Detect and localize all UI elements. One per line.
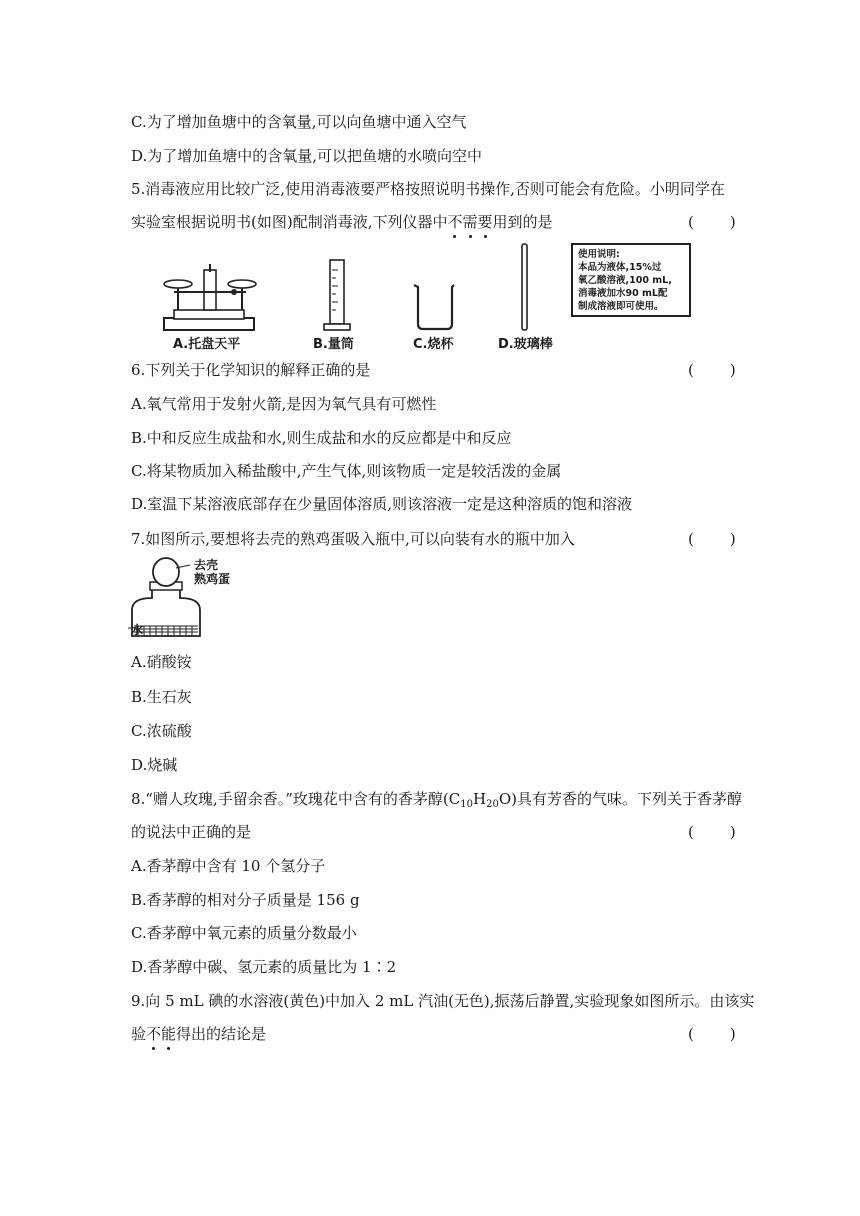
- q8-option-c: C.香茅醇中氧元素的质量分数最小: [131, 924, 357, 942]
- q5-stem-line2-pre: 实验室根据说明书(如图)配制消毒液,下列仪器中: [131, 213, 448, 231]
- emphasis-char: 需: [462, 213, 478, 231]
- emphasis-char: 不: [146, 1025, 162, 1043]
- q8-stem-pre: 8.“赠人玫瑰,手留余香。”玫瑰花中含有的香茅醇(C: [131, 790, 461, 808]
- q6-option-b: B.中和反应生成盐和水,则生成盐和水的反应都是中和反应: [131, 429, 512, 447]
- notice-line: 制成溶液即可使用。: [578, 301, 664, 312]
- q8-option-d: D.香茅醇中碳、氢元素的质量比为 1∶2: [131, 958, 397, 976]
- balance-scale-figure: [160, 262, 260, 334]
- q8-option-a: A.香茅醇中含有 10 个氢分子: [131, 857, 326, 875]
- graduated-cylinder-figure: [322, 258, 352, 334]
- emphasis-char: 不: [447, 213, 463, 231]
- q9-stem-line2-pre: 验: [131, 1025, 147, 1043]
- q7-option-c: C.浓硫酸: [131, 722, 192, 740]
- q8-answer-bracket: ( ): [688, 823, 738, 841]
- glass-rod-label: D.玻璃棒: [498, 337, 553, 352]
- formula-subscript: 10: [460, 799, 473, 810]
- q8-stem-line2: 的说法中正确的是: [131, 823, 252, 841]
- q6-option-d: D.室温下某溶液底部存在少量固体溶质,则该溶液一定是这种溶质的饱和溶液: [131, 495, 633, 513]
- q9-stem-line1: 9.向 5 mL 碘的水溶液(黄色)中加入 2 mL 汽油(无色),振荡后静置,实验现象如图所示。由该实: [131, 992, 755, 1010]
- notice-title: 使用说明:: [578, 249, 620, 260]
- egg-label-1: 去壳: [194, 558, 219, 572]
- q5-stem-line2: [131, 212, 553, 232]
- q9-answer-bracket: ( ): [688, 1025, 738, 1043]
- q8-option-b: B.香茅醇的相对分子质量是 156 g: [131, 891, 360, 909]
- q6-option-a: A.氧气常用于发射火箭,是因为氧气具有可燃性: [131, 395, 437, 413]
- notice-line: 消毒液加水90 mL配: [578, 288, 668, 299]
- q9-stem-line2: [131, 1024, 266, 1044]
- q7-stem: 7.如图所示,要想将去壳的熟鸡蛋吸入瓶中,可以向装有水的瓶中加入: [131, 530, 575, 548]
- balance-label: A.托盘天平: [173, 337, 241, 352]
- notice-line: 氧乙酸溶液,100 mL,: [578, 275, 672, 286]
- q7-answer-bracket: ( ): [688, 530, 738, 548]
- q9-stem-line2-post: 得出的结论是: [176, 1025, 267, 1043]
- q6-answer-bracket: ( ): [688, 361, 738, 379]
- cylinder-label: B.量筒: [313, 337, 354, 352]
- q4-option-d: D.为了增加鱼塘中的含氧量,可以把鱼塘的水喷向空中: [131, 147, 483, 165]
- notice-line: 本品为液体,15%过: [578, 262, 662, 273]
- glass-rod-figure: [518, 242, 532, 334]
- q7-option-b: B.生石灰: [131, 688, 192, 706]
- emphasis-char: 要: [477, 213, 493, 231]
- q4-option-c: C.为了增加鱼塘中的含氧量,可以向鱼塘中通入空气: [131, 113, 467, 131]
- beaker-label: C.烧杯: [413, 337, 454, 352]
- q5-answer-bracket: ( ): [688, 213, 738, 231]
- water-label: 水: [131, 623, 144, 637]
- q5-stem-line1: 5.消毒液应用比较广泛,使用消毒液要严格按照说明书操作,否则可能会有危险。小明同学在: [131, 180, 725, 198]
- q6-option-c: C.将某物质加入稀盐酸中,产生气体,则该物质一定是较活泼的金属: [131, 462, 562, 480]
- instruction-notice: [571, 243, 691, 317]
- q5-stem-line2-post: 用到的是: [492, 213, 553, 231]
- formula-subscript: 20: [486, 799, 499, 810]
- egg-label-2: 熟鸡蛋: [194, 572, 231, 586]
- q6-stem: 6.下列关于化学知识的解释正确的是: [131, 361, 371, 379]
- q8-stem-post: O)具有芳香的气味。下列关于香茅醇: [498, 790, 742, 808]
- q8-stem-line1: [131, 789, 742, 809]
- emphasis-char: 能: [161, 1025, 177, 1043]
- formula-h: H: [472, 790, 487, 808]
- q7-option-d: D.烧碱: [131, 756, 178, 774]
- q7-option-a: A.硝酸铵: [131, 653, 192, 671]
- beaker-figure: [410, 282, 458, 332]
